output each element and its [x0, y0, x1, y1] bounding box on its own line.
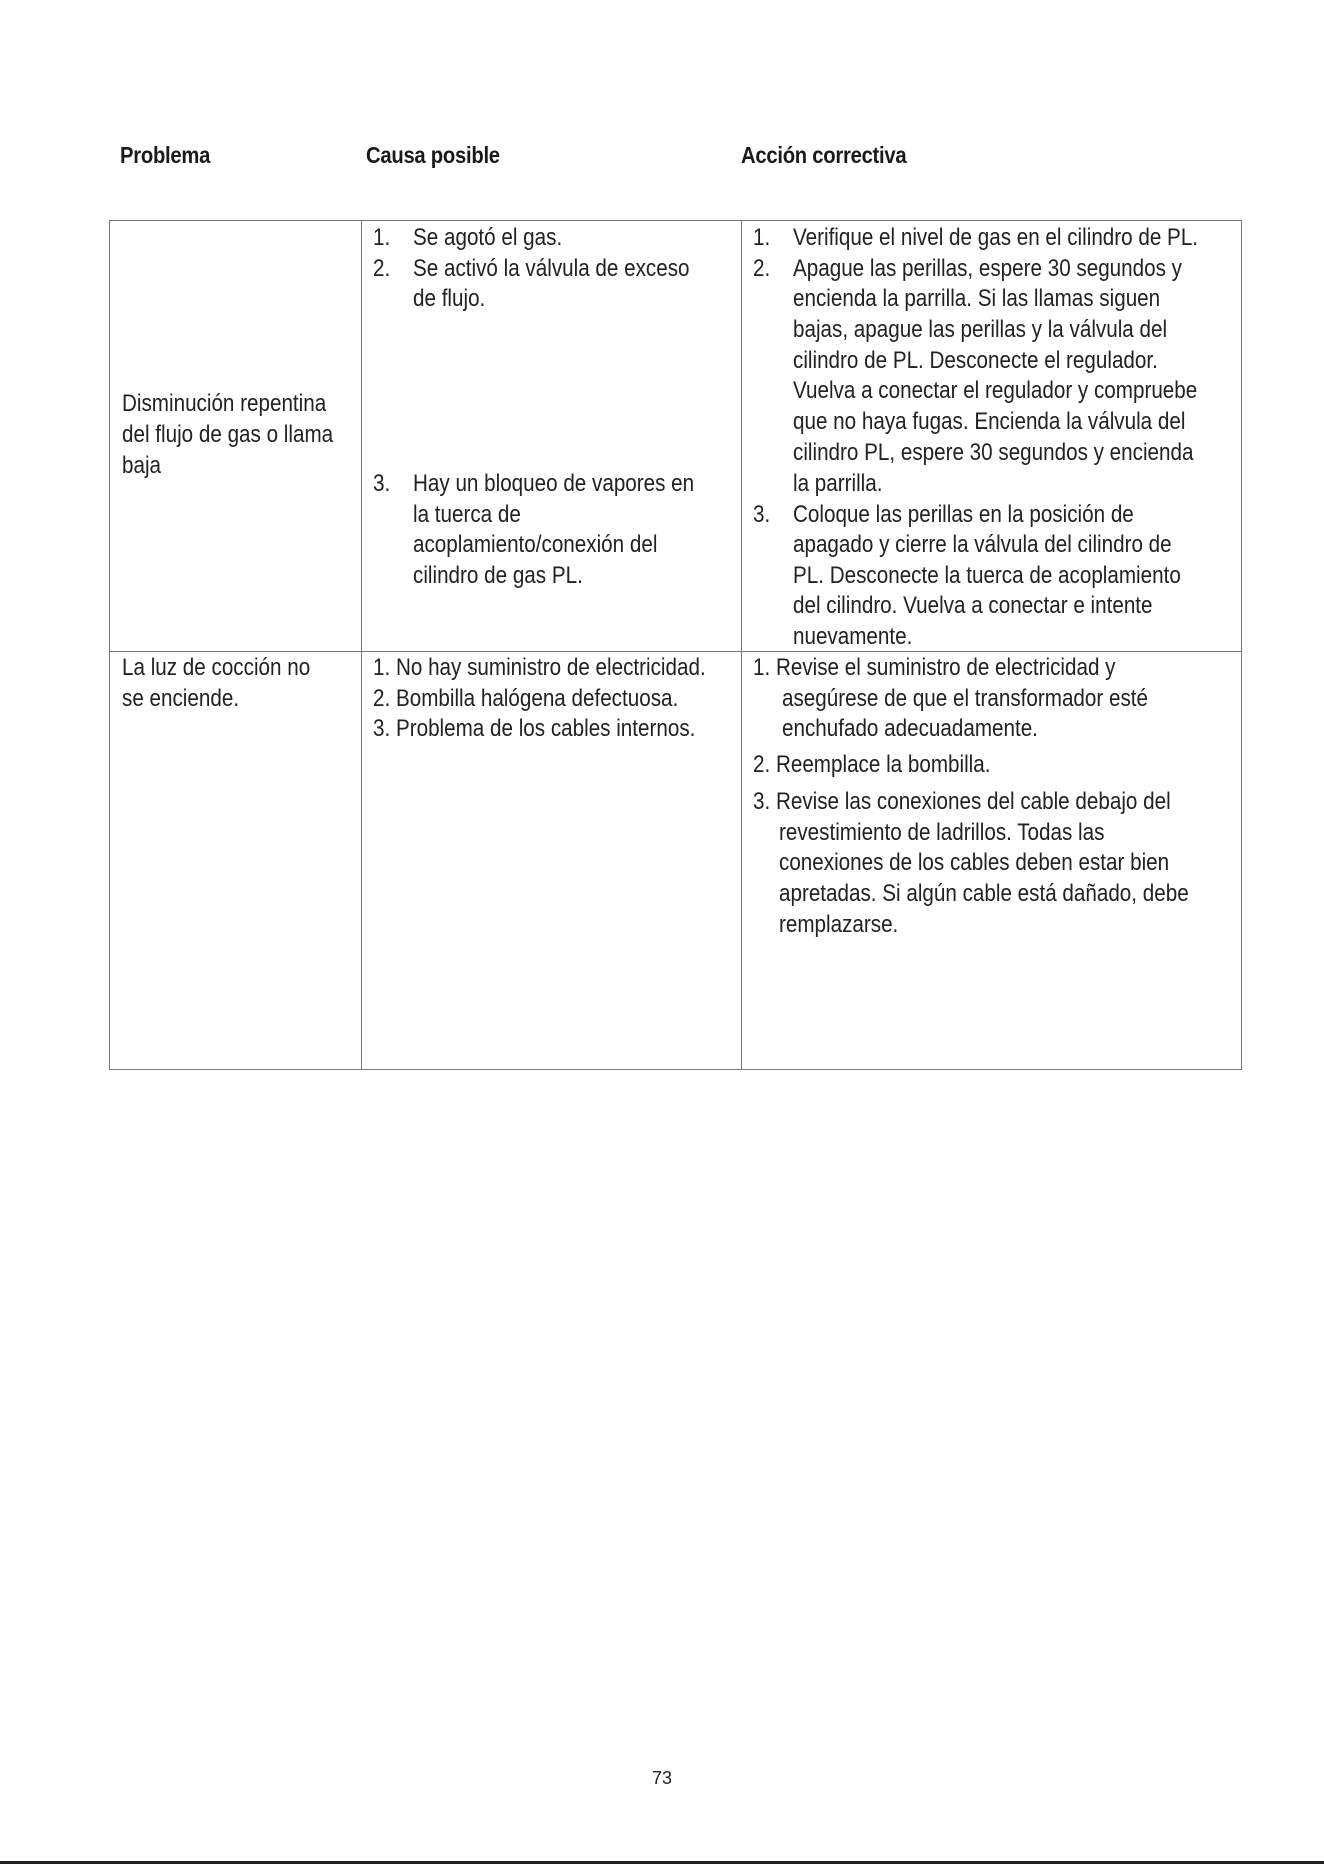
- row1-cause-number: 1.: [373, 224, 391, 251]
- row1-action-number: 2.: [753, 255, 771, 282]
- row1-cause-line: la tuerca de: [413, 501, 521, 528]
- column-divider: [741, 221, 742, 1069]
- row2-action-line: apretadas. Si algún cable está dañado, debe: [779, 880, 1189, 907]
- row1-action-number: 1.: [753, 224, 771, 251]
- row1-action-number: 3.: [753, 501, 771, 528]
- row-divider: [110, 651, 1241, 652]
- row1-action-line: la parrilla.: [793, 470, 883, 497]
- row2-action-line: 3. Revise las conexiones del cable debajo del: [753, 788, 1171, 815]
- row1-action-line: Verifique el nivel de gas en el cilindro de PL.: [793, 224, 1199, 251]
- row1-cause-line: Hay un bloqueo de vapores en: [413, 470, 695, 497]
- row1-action-line: encienda la parrilla. Si las llamas siguen: [793, 285, 1161, 312]
- row2-cause-line: 3. Problema de los cables internos.: [373, 715, 696, 742]
- bottom-rule: [0, 1861, 1324, 1864]
- row1-cause-line: Se agotó el gas.: [413, 224, 563, 251]
- row1-action-line: Coloque las perillas en la posición de: [793, 501, 1134, 528]
- row1-action-line: Apague las perillas, espere 30 segundos y: [793, 255, 1182, 282]
- row1-action-line: cilindro de PL. Desconecte el regulador.: [793, 347, 1158, 374]
- row1-cause-line: de flujo.: [413, 285, 486, 312]
- row1-problem-line: Disminución repentina: [122, 390, 327, 417]
- header-cause: Causa posible: [366, 142, 500, 168]
- row1-action-line: que no haya fugas. Encienda la válvula del: [793, 408, 1186, 435]
- row2-cause-line: 2. Bombilla halógena defectuosa.: [373, 685, 679, 712]
- page-number: 73: [651, 1768, 673, 1788]
- troubleshooting-table: [109, 220, 1242, 1070]
- row1-cause-number: 2.: [373, 255, 391, 282]
- row1-action-line: Vuelva a conectar el regulador y compruebe: [793, 377, 1198, 404]
- row2-action-line: enchufado adecuadamente.: [782, 715, 1038, 742]
- row2-action-line: 1. Revise el suministro de electricidad y: [753, 654, 1116, 681]
- row2-action-line: conexiones de los cables deben estar bien: [779, 849, 1170, 876]
- row1-action-line: cilindro PL, espere 30 segundos y encienda: [793, 439, 1194, 466]
- column-divider: [361, 221, 362, 1069]
- row1-cause-line: cilindro de gas PL.: [413, 562, 583, 589]
- row2-action-line: asegúrese de que el transformador esté: [782, 685, 1149, 712]
- row2-problem-line: La luz de cocción no: [122, 654, 311, 681]
- row1-action-line: PL. Desconecte la tuerca de acoplamiento: [793, 562, 1181, 589]
- row1-action-line: nuevamente.: [793, 623, 913, 650]
- row2-cause-line: 1. No hay suministro de electricidad.: [373, 654, 706, 681]
- row1-cause-line: Se activó la válvula de exceso: [413, 255, 690, 282]
- row2-problem-line: se enciende.: [122, 685, 240, 712]
- row1-cause-number: 3.: [373, 470, 391, 497]
- row1-cause-line: acoplamiento/conexión del: [413, 531, 658, 558]
- row2-action-line: revestimiento de ladrillos. Todas las: [779, 819, 1105, 846]
- row2-action-line: 2. Reemplace la bombilla.: [753, 751, 991, 778]
- row1-action-line: bajas, apague las perillas y la válvula del: [793, 316, 1168, 343]
- row1-problem-line: baja: [122, 452, 162, 479]
- row2-action-line: remplazarse.: [779, 911, 899, 938]
- row1-action-line: del cilindro. Vuelva a conectar e intente: [793, 592, 1153, 619]
- row1-problem-line: del flujo de gas o llama: [122, 421, 334, 448]
- header-action: Acción correctiva: [741, 142, 907, 168]
- row1-action-line: apagado y cierre la válvula del cilindro de: [793, 531, 1172, 558]
- header-problem: Problema: [120, 142, 211, 168]
